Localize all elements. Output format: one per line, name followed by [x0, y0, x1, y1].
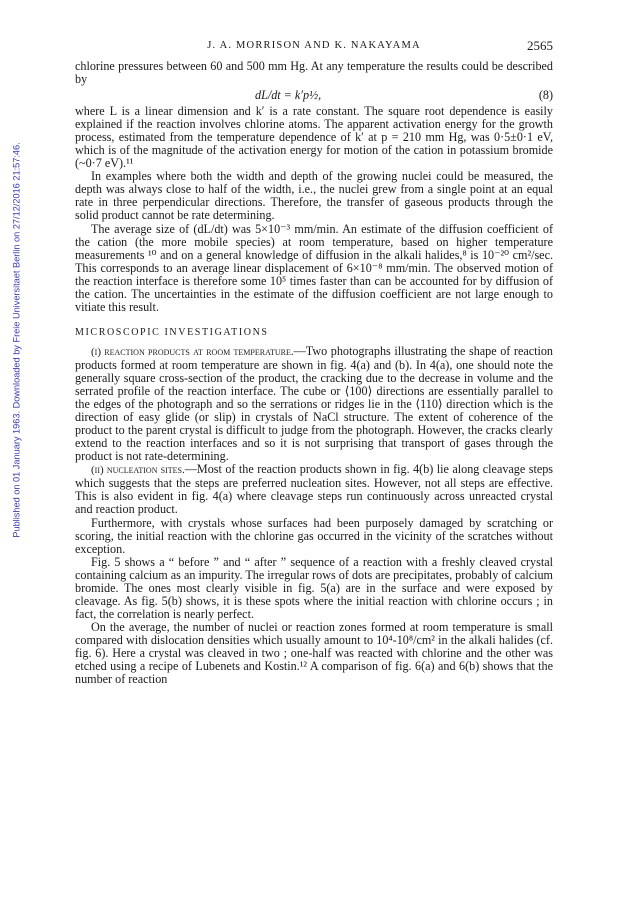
article-body: [75, 60, 553, 686]
paragraph-3: In examples where both the width and depth of the growing nuclei could be measured, the depth was always close to half of the width, i.e., the nuclei grew from a single point at an equal rate in three perpendicular directions. Therefore, the transfer of gaseous products through the solid product cannot be rate determining.: [75, 169, 553, 223]
paragraph-1: chlorine pressures between 60 and 500 mm Hg. At any temperature the results could be described by: [75, 59, 553, 87]
download-notice-sidebar: [10, 100, 24, 580]
equation-8: [75, 86, 553, 105]
paragraph-6: [75, 463, 553, 516]
download-notice-text: Published on 01 January 1963. Downloaded by Freie Universitaet Berlin on 27/12/2016 21:57:46.: [12, 142, 23, 538]
equation-number: (8): [538, 88, 553, 103]
paragraph-9: On the average, the number of nuclei or reaction zones formed at room temperature is small compared with dislocation densities which usually amount to 10⁴-10⁸/cm² in the alkali halides (cf. fig. 6). Here a crystal was cleaved in two ; one-half was reacted with chlorine and the other was etched using a recipe of Lubenets and Kostin.¹² A comparison of fig. 6(a) and 6(b) shows that the number of reaction: [75, 619, 553, 687]
running-header-authors: J. A. MORRISON AND K. NAKAYAMA: [207, 40, 421, 51]
paragraph-6-label: (ii) nucleation sites.: [91, 464, 185, 477]
equation-formula: dL/dt = k′p½,: [255, 88, 322, 103]
page-number: 2565: [527, 38, 553, 53]
paragraph-4: The average size of (dL/dt) was 5×10⁻³ mm/min. An estimate of the diffusion coefficient of the cation (the more mobile species) at room temperature, based on higher temperature measurements ¹⁰ and on a general knowledge of diffusion in the alkali halides,⁸ is 10⁻²⁰ cm²/sec. This corresponds to an average linear displacement of 6×10⁻⁸ mm/min. The observed motion of the reaction interface is therefore some 10⁵ times faster than can be accounted for by diffusion of the cation. The uncertainties in the estimate of the diffusion coefficient are not large enough to vitiate this result.: [75, 221, 553, 314]
paragraph-5-label: (i) reaction products at room temperature.: [91, 345, 294, 358]
paragraph-2: where L is a linear dimension and k′ is a rate constant. The square root dependence is easily explained if the reaction involves chlorine atoms. The apparent activation energy for the growth process, estimated from the temperature dependence of k′ at p = 210 mm Hg, was 0·5±0·1 eV, which is of the magnitude of the activation energy for motion of the cation in potassium bromide (~0·7 eV).¹¹: [75, 104, 553, 171]
section-heading: MICROSCOPIC INVESTIGATIONS: [75, 326, 269, 338]
paragraph-5-text: —Two photographs illustrating the shape of reaction products formed at room temperature are shown in fig. 4(a) and (b). In 4(a), one should note the generally square cross-section of the product, the cracking due to the decrease in volume and the serrated profile of the reaction interface. The cube or ⟨100⟩ directions are essentially parallel to the edges of the photograph and so the serrations or ridges lie in the ⟨110⟩ direction which is the direction of easy glide (or slip) in crystals of NaCl structure. The extent of coherence of the product to the parent crystal is difficult to judge from the photograph. However, the cracks clearly extend to the reaction interfaces and so it is not surprising that transport of gases through the product is not rate-determining.: [75, 343, 553, 464]
paragraph-8: Fig. 5 shows a “ before ” and “ after ” sequence of a reaction with a freshly cleaved crystal containing calcium as an impurity. The irregular rows of dots are precipitates, probably of calcium bromide. The ones most clearly visible in fig. 5(a) are in the surface and were exposed by cleavage. As fig. 5(b) shows, it is these spots where the initial reaction with chlorine occurs ; in fact, the correlation is nearly perfect.: [75, 554, 553, 621]
running-header: [75, 38, 553, 54]
paragraph-6-text: —Most of the reaction products shown in fig. 4(b) lie along cleavage steps which suggests that the steps are preferred nucleation sites. However, not all steps are effective. This is also evident in fig. 4(a) where cleavage steps run continuously across unreacted crystal and reaction product.: [75, 462, 553, 517]
paragraph-5: [75, 345, 553, 463]
paragraph-7: Furthermore, with crystals whose surfaces had been purposely damaged by scratching or scoring, the initial reaction with the chlorine gas occurred in the vicinity of the scratches without exception.: [75, 515, 553, 556]
